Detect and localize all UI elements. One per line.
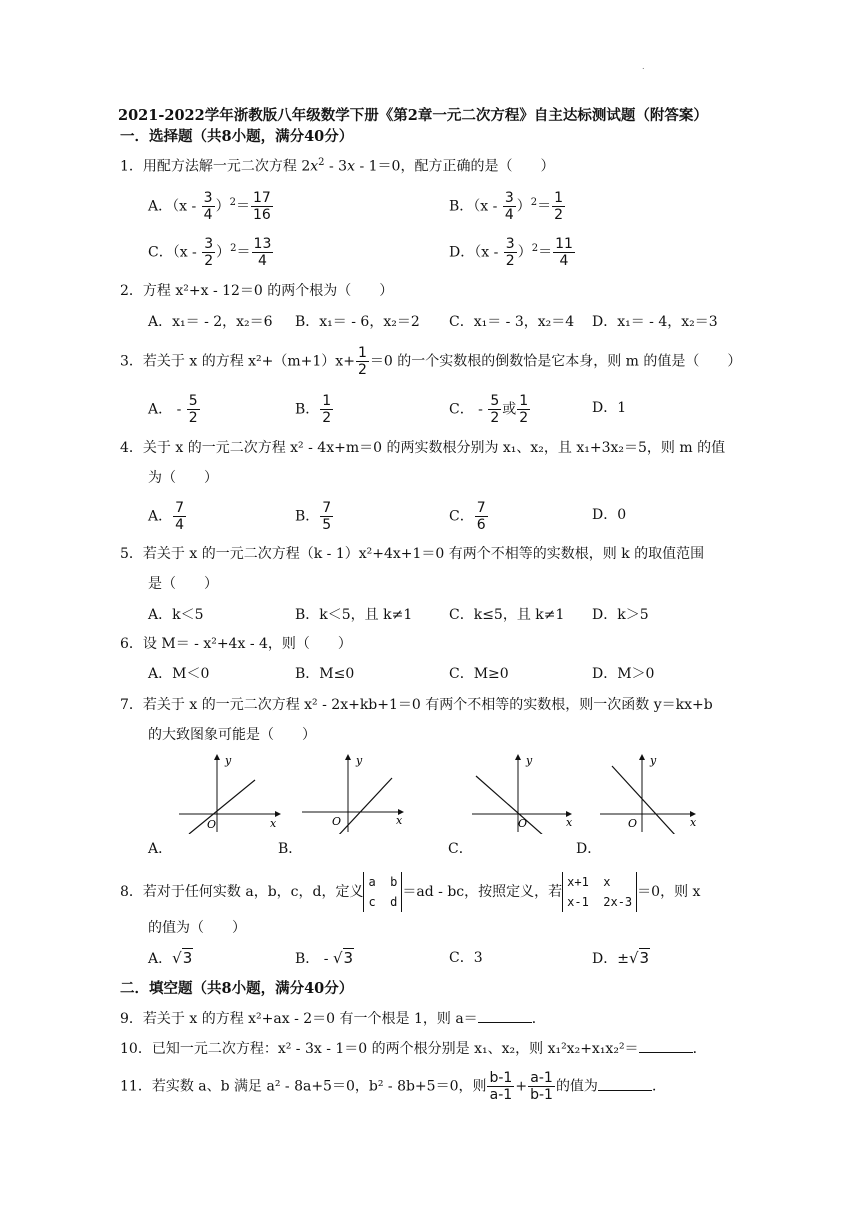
question-1-option-d: D．（x - $\frac{3}{2}$ ）$^2$＝ $\frac{11}{4}$ — [449, 236, 573, 269]
question-2-stem: 2．方程 x²+x - 12＝0 的两个根为（ ） — [120, 283, 394, 299]
fraction: $\frac{7}{6}$ — [476, 500, 486, 533]
question-8-option-a: A．√3 — [148, 949, 193, 967]
answer-blank — [598, 1076, 652, 1091]
question-8-stem-line2: 的值为（ ） — [148, 920, 246, 936]
origin-label: O — [518, 817, 528, 830]
graph-line — [336, 778, 392, 834]
fraction: $\frac{3}{4}$ — [203, 190, 213, 223]
question-4-option-d: D．0 — [592, 507, 627, 523]
question-8-option-c: C．3 — [449, 950, 483, 966]
question-1-option-c: C．（x - $\frac{3}{2}$ ）$^2$＝ $\frac{13}{4}$ — [148, 236, 272, 269]
y-axis-arrow — [639, 754, 645, 760]
y-axis-arrow — [515, 754, 521, 760]
determinant-definition: a b c d — [363, 872, 402, 912]
y-label: y — [650, 754, 657, 767]
square-root: √3 — [628, 949, 650, 967]
top-dot: . — [642, 62, 645, 71]
fraction: $\frac{1}{2}$ — [322, 393, 332, 426]
question-2-option-b: B．x₁＝ - 6，x₂＝2 — [295, 314, 420, 330]
fraction: $\frac{13}{4}$ — [253, 236, 272, 269]
question-3-option-d: D．1 — [592, 400, 627, 416]
question-1-stem: 1．用配方法解一元二次方程 $2x^2 - 3x - 1=0$，配方正确的是（ ） — [120, 157, 555, 175]
question-2-option-c: C．x₁＝ - 3，x₂＝4 — [449, 314, 575, 330]
question-7-option-d: D． — [576, 841, 602, 857]
y-label: y — [526, 754, 533, 767]
question-1-option-b: B．（x - $\frac{3}{4}$ ）$^2$＝ $\frac{1}{2}$ — [449, 190, 564, 223]
origin-label: O — [628, 817, 638, 830]
question-7-option-c: C． — [448, 841, 473, 857]
graph-line — [189, 780, 255, 834]
page-title: 2021-2022学年浙教版八年级数学下册《第2章一元二次方程》自主达标测试题（附答案） — [118, 107, 708, 124]
question-5-option-c: C．k≤5，且 k≠1 — [449, 607, 565, 623]
question-3-stem: 3．若关于 x 的方程 x²+（m+1）x+ $\frac{1}{2}$ ＝0 的一个实数根的倒数恰是它本身，则 m 的值是（ ） — [120, 345, 742, 378]
question-8-option-d: D．±√3 — [592, 949, 650, 967]
x-label: x — [690, 816, 697, 829]
question-7-option-a: A． — [148, 841, 173, 857]
question-6-option-a: A．M＜0 — [148, 666, 210, 682]
graph-line — [476, 776, 544, 834]
section-heading-fill: 二．填空题（共8小题，满分40分） — [120, 980, 354, 997]
question-4-option-b: B． $\frac{7}{5}$ — [295, 500, 332, 533]
fraction: $\frac{17}{16}$ — [252, 190, 271, 223]
fraction: $\frac{1}{2}$ — [519, 393, 529, 426]
fraction: $\frac{5}{2}$ — [490, 393, 500, 426]
graph-option-d — [598, 752, 708, 834]
question-4-option-c: C． $\frac{7}{6}$ — [449, 500, 486, 533]
question-3-option-c: C． - $\frac{5}{2}$ 或 $\frac{1}{2}$ — [449, 393, 529, 426]
answer-blank — [639, 1038, 693, 1053]
question-7-stem-line1: 7．若关于 x 的一元二次方程 x² - 2x+kb+1＝0 有两个不相等的实数根，则一次函数 y＝kx+b — [120, 697, 713, 713]
question-4-stem-line1: 4．关于 x 的一元二次方程 x² - 4x+m＝0 的两实数根分别为 x₁、x₂，且 x₁+3x₂＝5，则 m 的值 — [120, 440, 726, 456]
question-5-option-a: A．k＜5 — [148, 607, 204, 623]
question-4-stem-line2: 为（ ） — [148, 470, 218, 486]
question-6-stem: 6．设 M＝ - x²+4x - 4，则（ ） — [120, 636, 352, 652]
question-5-stem-line1: 5．若关于 x 的一元二次方程（k - 1）x²+4x+1＝0 有两个不相等的实数根，则 k 的取值范围 — [120, 546, 705, 562]
question-3-option-a: A． - $\frac{5}{2}$ — [148, 393, 198, 426]
fraction: $\frac{1}{2}$ — [357, 345, 367, 378]
square-root: √3 — [172, 949, 193, 967]
graph-line — [612, 766, 676, 834]
fraction: $\frac{5}{2}$ — [188, 393, 198, 426]
fraction: $\frac{11}{4}$ — [555, 236, 573, 269]
fraction: $\frac{b-1}{a-1}$ — [489, 1070, 513, 1103]
fraction: $\frac{3}{2}$ — [204, 236, 214, 269]
question-7-stem-line2: 的大致图象可能是（ ） — [148, 727, 316, 743]
x-label: x — [270, 817, 277, 830]
graph-option-a — [175, 752, 285, 834]
question-5-stem-line2: 是（ ） — [148, 576, 218, 592]
origin-label: O — [207, 818, 217, 831]
question-5-option-d: D．k＞5 — [592, 607, 649, 623]
x-label: x — [566, 816, 573, 829]
y-label: y — [225, 754, 232, 767]
fraction: $\frac{7}{5}$ — [322, 500, 332, 533]
graph-option-b — [300, 752, 410, 834]
fraction: $\frac{7}{4}$ — [175, 500, 185, 533]
fraction: $\frac{a-1}{b-1}$ — [530, 1070, 553, 1103]
determinant-equation: x+1 x x-1 2x-3 — [562, 872, 637, 912]
y-axis-arrow — [214, 754, 220, 760]
fraction: $\frac{3}{4}$ — [504, 190, 514, 223]
question-2-option-a: A．x₁＝ - 2，x₂＝6 — [148, 314, 273, 330]
answer-blank — [478, 1008, 532, 1023]
origin-label: O — [332, 815, 342, 828]
question-3-option-b: B． $\frac{1}{2}$ — [295, 393, 332, 426]
question-2-option-d: D．x₁＝ - 4，x₂＝3 — [592, 314, 718, 330]
question-6-option-b: B．M≤0 — [295, 666, 355, 682]
question-4-option-a: A． $\frac{7}{4}$ — [148, 500, 185, 533]
question-6-option-d: D．M＞0 — [592, 666, 655, 682]
question-8-stem-line1: 8．若对于任何实数 a，b，c，d，定义 a b c d ＝ad - bc，按照定义，若 x+1 x x-1 2x-3 ＝0，则 x — [120, 870, 700, 914]
x-label: x — [396, 814, 403, 827]
fraction: $\frac{3}{2}$ — [505, 236, 515, 269]
y-axis-arrow — [345, 754, 351, 760]
question-6-option-c: C．M≥0 — [449, 666, 509, 682]
question-11-stem: 11．若实数 a、b 满足 a² - 8a+5＝0，b² - 8b+5＝0，则 $\frac{b-1}{a-1}$ + $\frac{a-1}{b-1}$ 的值为 ． — [120, 1070, 666, 1103]
question-5-option-b: B．k＜5，且 k≠1 — [295, 607, 413, 623]
y-label: y — [356, 754, 363, 767]
fraction: $\frac{1}{2}$ — [554, 190, 564, 223]
square-root: √3 — [332, 949, 354, 967]
question-9-stem: 9．若关于 x 的方程 x²+ax - 2＝0 有一个根是 1，则 a＝ ． — [120, 1008, 546, 1030]
question-1-option-a: A．（x - $\frac{3}{4}$ ）$^2$＝ $\frac{17}{16}$ — [148, 190, 271, 223]
question-8-option-b: B． - √3 — [295, 949, 354, 967]
question-10-stem: 10．已知一元二次方程：x² - 3x - 1＝0 的两个根分别是 x₁、x₂，则 x₁²x₂+x₁x₂²＝ ． — [120, 1038, 707, 1060]
question-7-option-b: B． — [278, 841, 303, 857]
graph-option-c — [470, 752, 582, 834]
section-heading-choice: 一．选择题（共8小题，满分40分） — [120, 128, 354, 145]
